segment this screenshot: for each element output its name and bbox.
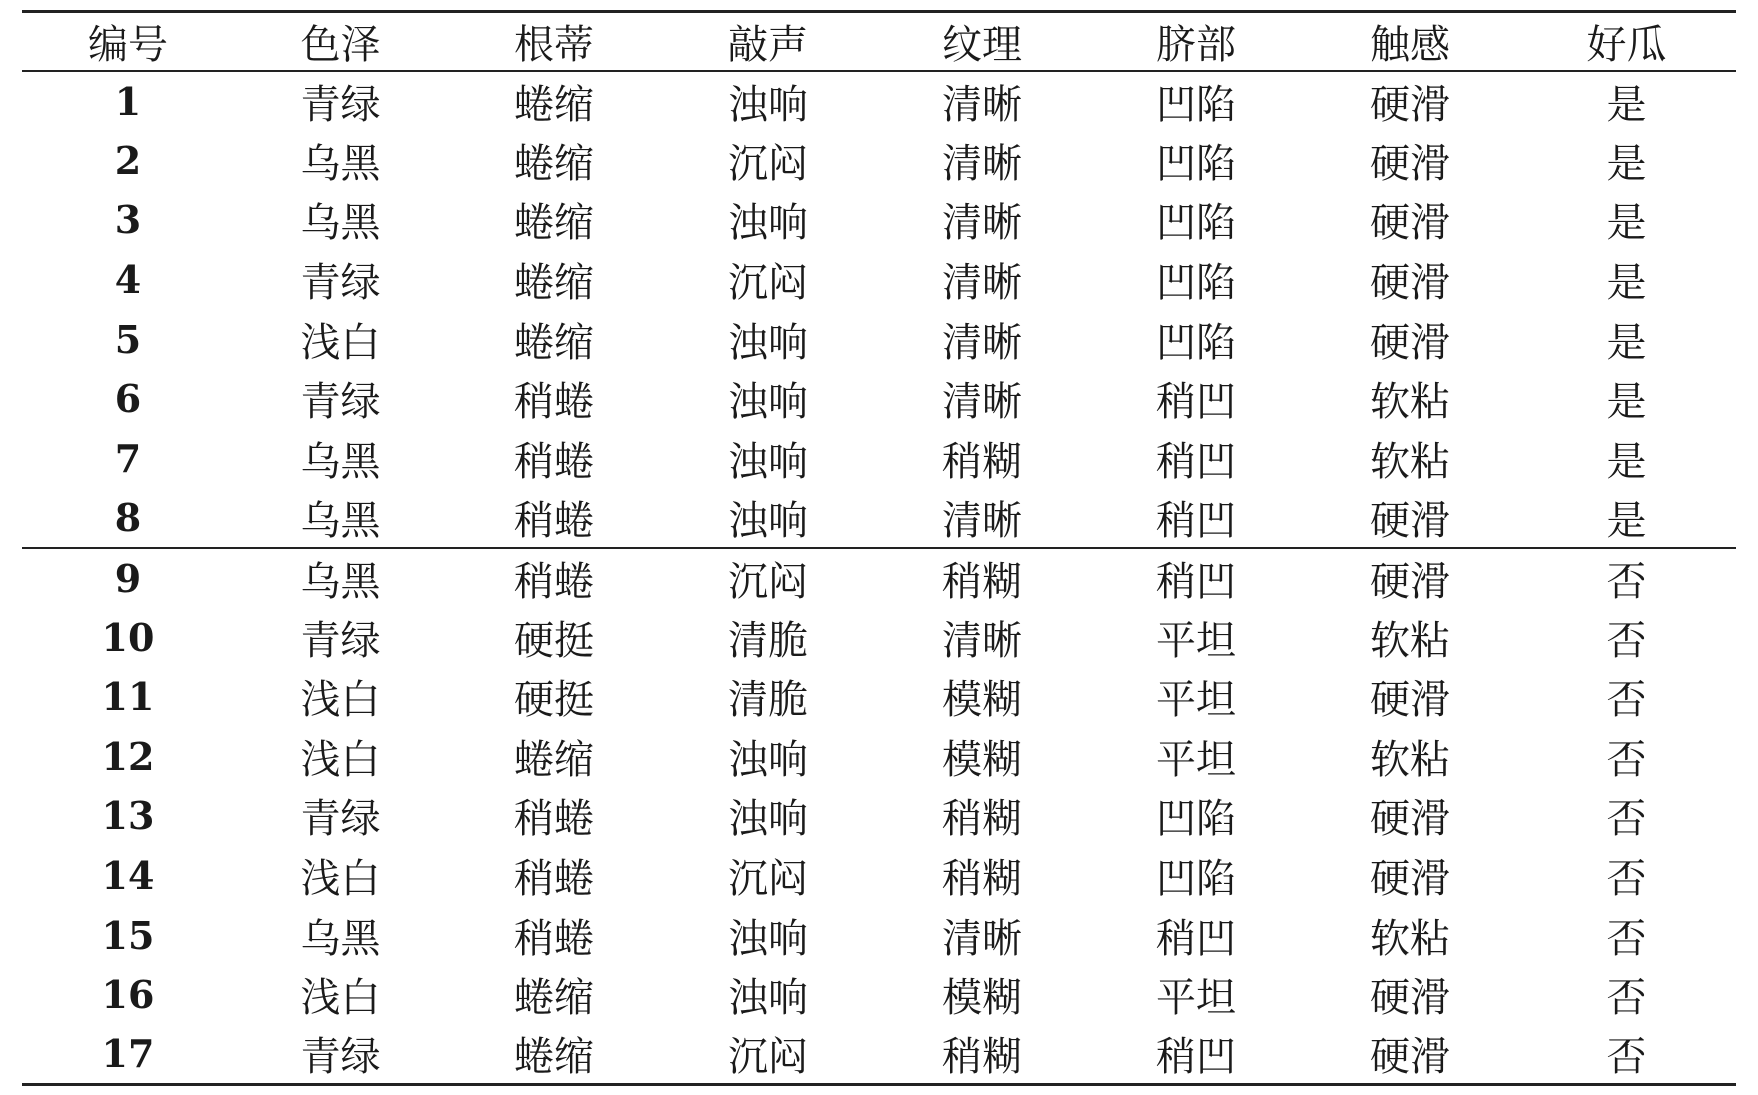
cell-touch: 硬滑 xyxy=(1370,856,1450,903)
cell-navel: 凹陷 xyxy=(1156,140,1236,187)
cell-texture: 清晰 xyxy=(942,140,1022,187)
table-row xyxy=(22,71,1736,131)
cell-navel: 稍凹 xyxy=(1156,438,1236,485)
cell-id: 17 xyxy=(22,1025,234,1085)
cell-touch: 软粘 xyxy=(1370,617,1450,664)
cell-touch: 硬滑 xyxy=(1303,1025,1517,1085)
cell-touch: 硬滑 xyxy=(1370,260,1450,307)
cell-color: 青绿 xyxy=(300,81,381,128)
cell-sound: 沉闷 xyxy=(728,856,808,903)
cell-navel: 稍凹 xyxy=(1089,1025,1303,1085)
cell-root: 稍蜷 xyxy=(447,548,661,608)
cell-sound: 沉闷 xyxy=(728,140,808,187)
cell-id: 3 xyxy=(114,197,142,243)
cell-root: 蜷缩 xyxy=(514,200,594,247)
cell-sound: 浊响 xyxy=(728,81,808,128)
cell-texture: 清晰 xyxy=(942,915,1022,962)
cell-color: 乌黑 xyxy=(300,497,381,544)
cell-good-melon: 否 xyxy=(1606,677,1647,724)
cell-color: 乌黑 xyxy=(234,548,447,608)
cell-id: 13 xyxy=(101,793,155,839)
cell-good-melon: 是 xyxy=(1606,319,1647,366)
cell-texture: 模糊 xyxy=(942,677,1022,724)
cell-good-melon: 否 xyxy=(1517,548,1736,608)
cell-color: 浅白 xyxy=(300,736,381,783)
cell-texture: 稍糊 xyxy=(875,548,1089,608)
cell-touch: 软粘 xyxy=(1370,736,1450,783)
cell-texture: 清晰 xyxy=(942,497,1022,544)
table-row xyxy=(22,548,1736,608)
cell-root: 稍蜷 xyxy=(514,438,594,485)
cell-good-melon: 是 xyxy=(1606,497,1647,544)
cell-touch: 硬滑 xyxy=(1370,497,1450,544)
cell-sound: 清脆 xyxy=(728,617,808,664)
cell-good-melon: 否 xyxy=(1606,856,1647,903)
cell-color: 青绿 xyxy=(300,796,381,843)
cell-sound: 沉闷 xyxy=(661,548,875,608)
cell-navel: 平坦 xyxy=(1156,736,1236,783)
cell-sound: 浊响 xyxy=(728,796,808,843)
watermelon-dataset-table-container xyxy=(22,10,1736,1086)
table-row xyxy=(22,846,1736,906)
cell-color: 浅白 xyxy=(300,975,381,1022)
cell-root: 稍蜷 xyxy=(514,915,594,962)
cell-good-melon: 否 xyxy=(1517,1025,1736,1085)
table-row xyxy=(22,786,1736,846)
cell-touch: 软粘 xyxy=(1370,915,1450,962)
cell-id: 11 xyxy=(101,674,155,720)
cell-texture: 稍糊 xyxy=(875,1025,1089,1085)
table-row xyxy=(22,607,1736,667)
cell-id: 9 xyxy=(22,548,234,608)
cell-navel: 平坦 xyxy=(1156,975,1236,1022)
cell-id: 8 xyxy=(114,494,142,540)
table-row xyxy=(22,369,1736,429)
cell-navel: 稍凹 xyxy=(1089,548,1303,608)
cell-color: 浅白 xyxy=(300,856,381,903)
cell-good-melon: 否 xyxy=(1606,736,1647,783)
cell-touch: 软粘 xyxy=(1370,438,1450,485)
cell-color: 青绿 xyxy=(234,1025,447,1085)
table-row xyxy=(22,488,1736,548)
cell-sound: 清脆 xyxy=(728,677,808,724)
cell-id: 14 xyxy=(101,853,155,899)
cell-root: 稍蜷 xyxy=(514,856,594,903)
cell-good-melon: 是 xyxy=(1606,260,1647,307)
cell-good-melon: 是 xyxy=(1606,81,1647,128)
cell-navel: 平坦 xyxy=(1156,617,1236,664)
table-row xyxy=(22,727,1736,787)
cell-navel: 凹陷 xyxy=(1156,856,1236,903)
cell-sound: 浊响 xyxy=(728,200,808,247)
cell-id: 1 xyxy=(114,78,142,124)
cell-color: 青绿 xyxy=(300,617,381,664)
cell-texture: 稍糊 xyxy=(942,796,1022,843)
cell-root: 蜷缩 xyxy=(447,1025,661,1085)
cell-navel: 凹陷 xyxy=(1156,319,1236,366)
cell-root: 硬挺 xyxy=(514,677,594,724)
cell-texture: 清晰 xyxy=(942,260,1022,307)
cell-id: 4 xyxy=(114,257,142,303)
cell-id: 15 xyxy=(101,912,155,958)
table-row xyxy=(22,190,1736,250)
header-root: 根蒂 xyxy=(447,12,661,72)
cell-root: 蜷缩 xyxy=(514,140,594,187)
cell-root: 硬挺 xyxy=(514,617,594,664)
cell-root: 蜷缩 xyxy=(514,736,594,783)
watermelon-dataset-table xyxy=(22,10,1736,1086)
cell-good-melon: 是 xyxy=(1606,379,1647,426)
cell-good-melon: 是 xyxy=(1606,140,1647,187)
cell-texture: 稍糊 xyxy=(942,856,1022,903)
cell-good-melon: 否 xyxy=(1606,617,1647,664)
table-row xyxy=(22,1025,1736,1085)
cell-navel: 稍凹 xyxy=(1156,915,1236,962)
table-row xyxy=(22,250,1736,310)
cell-texture: 清晰 xyxy=(942,319,1022,366)
cell-root: 蜷缩 xyxy=(514,319,594,366)
cell-sound: 浊响 xyxy=(728,319,808,366)
cell-texture: 清晰 xyxy=(942,200,1022,247)
cell-root: 蜷缩 xyxy=(514,81,594,128)
cell-good-melon: 是 xyxy=(1606,200,1647,247)
cell-texture: 清晰 xyxy=(942,379,1022,426)
cell-sound: 沉闷 xyxy=(728,260,808,307)
cell-id: 5 xyxy=(114,316,142,362)
cell-navel: 凹陷 xyxy=(1156,260,1236,307)
cell-navel: 稍凹 xyxy=(1156,379,1236,426)
cell-touch: 硬滑 xyxy=(1370,200,1450,247)
cell-root: 稍蜷 xyxy=(514,796,594,843)
table-row xyxy=(22,905,1736,965)
cell-texture: 模糊 xyxy=(942,975,1022,1022)
cell-sound: 浊响 xyxy=(728,438,808,485)
cell-color: 浅白 xyxy=(300,677,381,724)
cell-touch: 硬滑 xyxy=(1370,796,1450,843)
cell-touch: 硬滑 xyxy=(1370,677,1450,724)
table-row xyxy=(22,131,1736,191)
cell-root: 稍蜷 xyxy=(514,379,594,426)
header-texture: 纹理 xyxy=(875,12,1089,72)
cell-good-melon: 否 xyxy=(1606,915,1647,962)
table-row xyxy=(22,429,1736,489)
cell-root: 稍蜷 xyxy=(514,497,594,544)
cell-touch: 硬滑 xyxy=(1303,548,1517,608)
cell-id: 16 xyxy=(101,972,155,1018)
header-touch: 触感 xyxy=(1303,12,1517,72)
cell-texture: 清晰 xyxy=(942,81,1022,128)
cell-sound: 沉闷 xyxy=(661,1025,875,1085)
cell-touch: 硬滑 xyxy=(1370,319,1450,366)
table-header xyxy=(22,12,1736,72)
cell-good-melon: 是 xyxy=(1606,438,1647,485)
cell-sound: 浊响 xyxy=(728,497,808,544)
cell-root: 蜷缩 xyxy=(514,975,594,1022)
cell-texture: 清晰 xyxy=(942,617,1022,664)
cell-touch: 硬滑 xyxy=(1370,140,1450,187)
cell-texture: 稍糊 xyxy=(942,438,1022,485)
cell-id: 2 xyxy=(114,137,142,183)
header-sound: 敲声 xyxy=(661,12,875,72)
cell-sound: 浊响 xyxy=(728,379,808,426)
cell-texture: 模糊 xyxy=(942,736,1022,783)
header-navel: 脐部 xyxy=(1089,12,1303,72)
cell-id: 10 xyxy=(101,614,155,660)
table-row xyxy=(22,309,1736,369)
cell-id: 6 xyxy=(114,376,142,422)
cell-color: 乌黑 xyxy=(300,200,381,247)
cell-navel: 凹陷 xyxy=(1156,81,1236,128)
table-row xyxy=(22,667,1736,727)
header-color: 色泽 xyxy=(234,12,447,72)
cell-root: 蜷缩 xyxy=(514,260,594,307)
table-row xyxy=(22,965,1736,1025)
cell-color: 乌黑 xyxy=(300,915,381,962)
cell-touch: 软粘 xyxy=(1370,379,1450,426)
cell-navel: 凹陷 xyxy=(1156,200,1236,247)
cell-color: 青绿 xyxy=(300,260,381,307)
cell-good-melon: 否 xyxy=(1606,796,1647,843)
cell-touch: 硬滑 xyxy=(1370,81,1450,128)
cell-sound: 浊响 xyxy=(728,736,808,783)
cell-color: 浅白 xyxy=(300,319,381,366)
cell-color: 乌黑 xyxy=(300,438,381,485)
cell-good-melon: 否 xyxy=(1606,975,1647,1022)
cell-id: 12 xyxy=(101,733,155,779)
cell-navel: 平坦 xyxy=(1156,677,1236,724)
header-good-melon: 好瓜 xyxy=(1517,12,1736,72)
header-id: 编号 xyxy=(22,12,234,72)
cell-color: 乌黑 xyxy=(300,140,381,187)
header-row xyxy=(22,12,1736,72)
cell-id: 7 xyxy=(114,435,142,481)
cell-sound: 浊响 xyxy=(728,975,808,1022)
cell-color: 青绿 xyxy=(300,379,381,426)
cell-navel: 稍凹 xyxy=(1156,497,1236,544)
table-body xyxy=(22,71,1736,1084)
cell-navel: 凹陷 xyxy=(1156,796,1236,843)
cell-touch: 硬滑 xyxy=(1370,975,1450,1022)
cell-sound: 浊响 xyxy=(728,915,808,962)
